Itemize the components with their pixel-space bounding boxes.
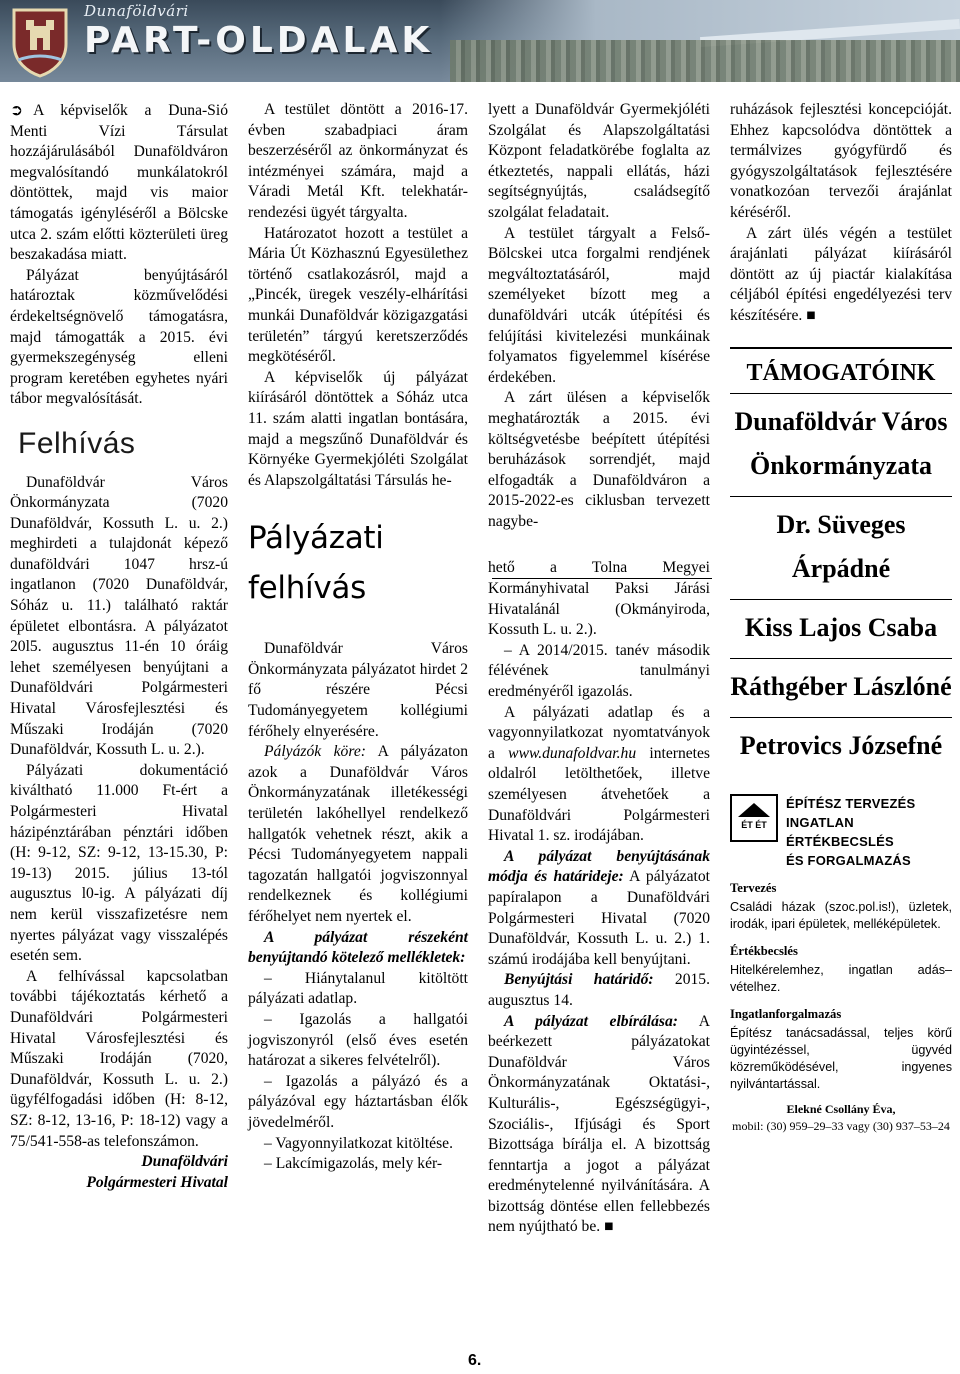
benyujtas-label: A pályázat benyújtásának módja és határideje:: [488, 847, 710, 886]
ad-section-heading: Tervezés: [730, 881, 777, 896]
ad-contact: [730, 1101, 952, 1135]
supporters-box: [730, 347, 952, 777]
article-paragraph: Pályázat benyújtásáról határoztak közművelődési érdekeltségnövelő támogatásra, majd támogatták a 2015. évi gyermekszegénység elleni program keretében egyhetes nyári tábor megvalósítását.: [10, 266, 228, 408]
article-paragraph: A felhívással kapcsolatban további tájékoztatás kérhető a Dunaföldvári Polgármesteri Hivatal Városfejlesztési és Műszaki Irodáján (7020, Dunaföldvár, Kossuth L. u. 2.) ügyfélfogadási időben (H: 8-12, SZ: 8-12, 13-16, P: 18-12) vagy a 75/541-558-as telefonszámon.: [10, 967, 228, 1150]
column-2: [248, 100, 468, 1175]
architect-advertisement: [730, 794, 952, 1135]
palyazati-heading: [248, 513, 468, 613]
list-item: – Igazolás a pályázó és a pályázóval egy háztartásban élők jövedelméről.: [248, 1072, 468, 1131]
article-paragraph: [248, 742, 468, 927]
list-item: – Igazolás a hallgatói jogviszonyról (első éves esetén határozat a sikeres felvételről).: [248, 1010, 468, 1070]
website-link[interactable]: www.dunafoldvar.hu: [508, 744, 637, 762]
article-paragraph: Dunaföldvár Város Önkormányzata (7020 Dunaföldvár, Kossuth L. u. 2.) meghirdeti a tulajdonát képező dunaföldvári 1047 hrsz-ú ingatlanon (7020 Dunaföldvár, Sóház u. 11.) található raktár épületet elbontásra. A pályázatot 20l5. augusztus 11-én 10 óráig lehet személyesen benyújtani a Dunaföldvári Polgármesteri Hivatal Városfejlesztési és Műszaki Irodáján (7020 Dunaföldvár, Kossuth L. u. 2.).: [10, 473, 228, 759]
end-mark-icon: ■: [806, 306, 816, 324]
article-paragraph: [488, 970, 710, 1011]
list-item: – Hiánytalanul kitöltött pályázati adatlap.: [248, 969, 468, 1008]
ad-slogan-line: ÉPÍTÉSZ TERVEZÉS: [786, 796, 916, 812]
ad-slogan-line: INGATLAN ÉRTÉKBECSLÉS: [786, 815, 894, 850]
article-paragraph: Határozatot hozott a testület a Mária Út Közhasznú Egyesülethez történő csatlakozásról, majd a „Pincék, üregek veszély-elhárítási munkái Dunaföldvár közigazgatási területén” tárgyú keretszerződés megkötéséről.: [248, 224, 468, 366]
felhivas-heading: Felhívás: [18, 426, 136, 460]
signature-line-1: Dunaföldvári: [141, 1153, 228, 1171]
column-3: [488, 100, 710, 1238]
signature-line-2: Polgármesteri Hivatal: [86, 1173, 228, 1191]
ad-logo: [730, 794, 778, 842]
ad-slogan: [786, 794, 952, 870]
banner-photo-town: [450, 40, 960, 82]
elbiralas-label: A pályázat elbírálása:: [504, 1012, 678, 1030]
article-paragraph: A zárt ülésen a képviselők meghatározták a 2015. évi költségvetésbe beépített útépítési beruházások sorrendjét, majd elfogadták a Dunaföldváron a 2015-2022-es ciklusban tervezett nagybe-: [488, 389, 710, 530]
article-paragraph: [488, 1012, 710, 1239]
kore-label: Pályázók köre:: [264, 743, 366, 761]
house-roof-icon: [738, 803, 770, 817]
supporter-name: Dr. Süveges Árpádné: [730, 497, 952, 600]
ad-section-text: Családi házak (szoc.pol.is!), üzletek, irodák, ipari épületek, melléképületek.: [730, 900, 952, 932]
article-paragraph: lyett a Dunaföldvár Gyermekjóléti Szolgálat és Alapszolgáltatási Központ feladatkörébe foglalta az étkeztetés, nappali ellátás, házi segítségnyújtás, családsegítő szolgálat feladatait.: [488, 101, 710, 221]
end-mark-icon: ■: [604, 1218, 614, 1236]
paragraph-text: A képviselők a Duna-Sió Menti Vízi Társulat hozzájárulásából Dunaföldváron megvalósítandó munkálatokról döntöttek, majd vis maior támogatás igényléséről a Bölcske utca 2. szám előtti közterületi üreg beszakadása miatt.: [10, 102, 228, 264]
supporters-heading: TÁMOGATÓINK: [730, 349, 952, 395]
article-paragraph: Dunaföldvár Város Önkormányzata pályázatot hirdet 2 fő részére Pécsi Tudományegyetem kollégiumi férőhely elnyerésére.: [248, 640, 468, 740]
kore-text: A pályázaton azok a Dunaföldvár Város Önkormányzatának illetékességi területén lakóhellyel rendelkező hallgatók vehetnek részt, akik a Pécsi Tudományegyetem nappali tagozatán hallgatói jogviszonnyal rendelkeznek és kollégiumi férőhelyet nem nyertek el.: [248, 743, 468, 925]
paragraph-text: internetes oldalról letölthetőek, illetve személyesen átvehetőek a Dunaföldvári Polgármesteri Hivatal 1. sz. irodájában.: [488, 744, 710, 845]
page-number: 6.: [468, 1352, 482, 1369]
ad-section-text: Építész tanácsadással, teljes körű ügyintézéssel, ügyvéd közreműködésével, ingyenes nyilvántartással.: [730, 1026, 952, 1092]
list-item: – Vagyonnyilatkozat kitöltése.: [264, 1134, 453, 1152]
mellekletek-label: A pályázat részeként benyújtandó kötelező mellékletek:: [248, 928, 468, 967]
elbiralas-text: A beérkezett pályázatokat Dunaföldvár Város Önkormányzatának Oktatási-, Kulturális-, Egészségügyi-, Szociális-, Ifjúsági és Sport Bizottsága bírálja el. A bizottság fenntartja a jogot a pályázat eredménytelenné nyilvánítására. A bizottság döntése ellen fellebbezés nem nyújtható be.: [488, 1012, 710, 1236]
palyazati-heading-line-2: felhívás: [248, 570, 366, 607]
article-paragraph: [10, 100, 228, 266]
ad-slogan-line: ÉS FORGALMAZÁS: [786, 853, 911, 869]
hatarido-label: Benyújtási határidő:: [504, 971, 654, 989]
ad-section-text: Hitelkérelemhez, ingatlan adás–vételhez.: [730, 963, 952, 995]
ad-header: [730, 794, 952, 870]
column-4: [730, 100, 952, 1135]
supporter-name: Dunaföldvár Város Önkormányzata: [730, 394, 952, 497]
column-gap: [488, 532, 710, 558]
supporter-name: Ráthgéber Lászlóné: [730, 659, 952, 718]
column-3-divider: [492, 578, 712, 579]
column-1: [10, 100, 228, 1193]
paragraph-text: A zárt ülés végén a testület árajánlati pályázat kiírásáról döntött az új piactár kialakítása céljából építési engedélyezési terv készítésére.: [730, 224, 952, 324]
article-paragraph: [730, 224, 952, 327]
header-banner: [0, 0, 960, 82]
ad-logo-text: ÉT ÉT: [741, 819, 767, 830]
list-item: – Lakcímigazolás, mely kér-: [264, 1155, 443, 1173]
paragraph-text: A pályázati adatlap és a vagyonnyilatkozat nyomtatványok a: [488, 703, 710, 762]
benyujtas-text: A pályázatot papíralapon a Dunaföldvári Polgármesteri Hivatal (7020 Dunaföldvár, Kossuth L. u. 2.) 1. számú irodájába kell benyújtani.: [488, 868, 710, 968]
arrow-bullet-icon: ➲: [10, 101, 24, 119]
palyazati-heading-line-1: Pályázati: [248, 520, 384, 557]
article-paragraph: [488, 703, 710, 847]
article-paragraph: [488, 847, 710, 971]
ad-section-heading: Értékbecslés: [730, 944, 798, 959]
hatarido-text: 2015. augusztus 14.: [488, 971, 710, 1009]
supporter-name: Kiss Lajos Csaba: [730, 600, 952, 659]
article-paragraph: – A 2014/2015. tanév második félévének tanulmányi eredményéről igazolás.: [488, 641, 710, 701]
town-crest-icon: [8, 4, 72, 78]
article-paragraph: A képviselők új pályázat kiírásáról döntöttek a Sóház utca 11. szám alatti ingatlan bontására, majd a megszűnő Dunaföldvár és Környéke Gyermekjóléti Szolgálat és Alapszolgáltatási Társulás he-: [248, 368, 468, 489]
article-paragraph: hető a Tolna Megyei Kormányhivatal Paksi Járási Hivatalánál (Okmányiroda, Kossuth L. u. 2.).: [488, 559, 710, 639]
article-paragraph: ruházások fejlesztési koncepcióját. Ehhez kapcsolódva döntöttek a termálvizes gyógyfürdő és gyógyszolgáltatások fejlesztésére vonatkozóan tervezői árajánlat kéréséről.: [730, 101, 952, 221]
ad-contact-name: Elekné Csollány Éva,: [786, 1102, 896, 1117]
article-paragraph: A testület döntött a 2016-17. évben szabadpiaci áram beszerzéséről az önkormányzat és intézményei számára, majd a Váradi Metál Kft. telekhatár-rendezési ügyét tárgyalta.: [248, 101, 468, 221]
article-paragraph: Pályázati dokumentáció kiváltható 11.000 Ft-ért a Polgármesteri Hivatal házipénztárában pénztári időben (H: 9-12, SZ: 9-12, 13-15.30, P: 19-13) 2015. július 13-tól augusztus l0-ig. A pályázati díj nem kerül visszafizetésre nem nyertes pályázat vagy visszalépés esetén sem.: [10, 761, 228, 965]
banner-title: PART-OLDALAK: [84, 20, 434, 61]
banner-subtitle: Dunaföldvári: [84, 2, 189, 20]
article-paragraph: A testület tárgyalt a Felső-Bölcskei utca forgalmi rendjének megváltoztatásáról, majd személyeket bízott meg a dunaföldvári utcák útépítési és felújítási kivitelezési munkáinak folyamatos figyelemmel kísérése érdekében.: [488, 224, 710, 386]
ad-section-heading: Ingatlanforgalmazás: [730, 1007, 842, 1022]
ad-contact-phone: mobil: (30) 959–29–33 vagy (30) 937–53–24: [732, 1119, 950, 1134]
supporter-name: Petrovics Józsefné: [739, 731, 943, 761]
